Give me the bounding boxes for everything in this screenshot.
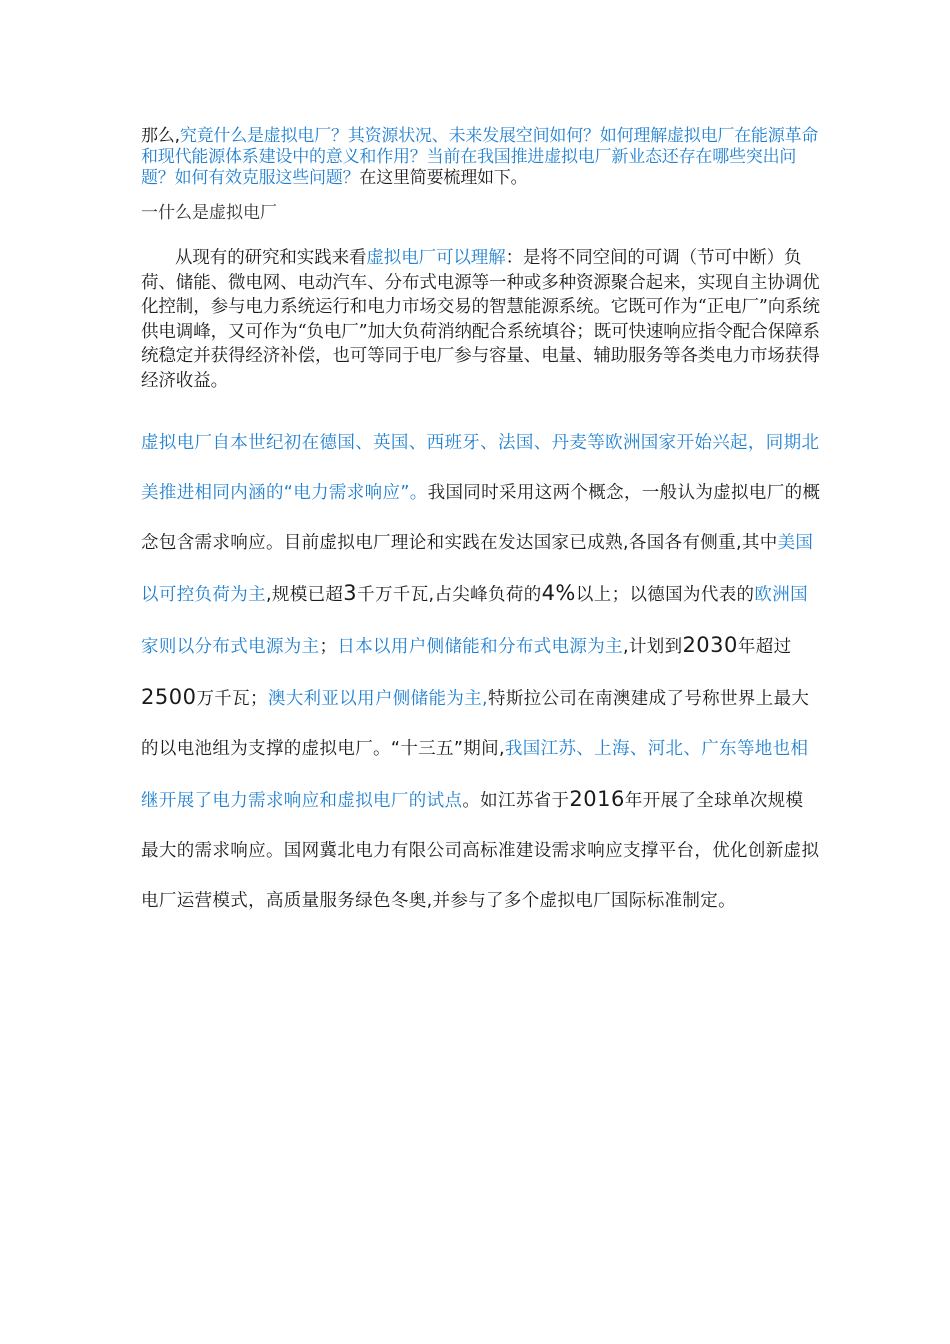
history-australia-highlight: 澳大利亚以用户侧储能为主,	[267, 689, 488, 709]
history-text: 特斯拉公司在南澳建成了号称世界上最大的以电池组为支撑的虚拟电厂。“十三五”期间,	[141, 689, 810, 759]
history-usa-highlight: 美国以可控负荷为主	[141, 533, 814, 605]
history-number: 2030	[682, 633, 738, 657]
history-number: 2500	[141, 685, 197, 709]
history-text: 年超过	[737, 637, 792, 657]
definition-paragraph	[141, 246, 821, 393]
history-europe-highlight: 虚拟电厂自本世纪初在德国、英国、西班牙、法国、丹麦等欧洲国家开始兴起，同期北美推进相同内涵的“电力需求响应”。	[141, 433, 820, 503]
intro-question-highlight: 究竟什么是虚拟电厂？其资源状况、未来发展空间如何？如何理解虚拟电厂在能源革命和现代能源体系建设中的意义和作用？当前在我国推进虚拟电厂新业态还存在哪些突出问题？如何有效克服这些问题？	[141, 126, 819, 188]
intro-lead: 那么,	[141, 126, 180, 146]
history-japan-highlight: 日本以用户侧储能和分布式电源为主	[337, 637, 623, 657]
history-text: ,计划到	[622, 637, 683, 657]
history-text: 我国同时采用这两个概念，一般认为虚拟电厂的概念包含需求响应。目前虚拟电厂理论和实践在发达国家已成熟,各国各有侧重,其中	[141, 483, 821, 553]
history-text: 以上；以德国为代表的	[575, 585, 755, 605]
history-text: ；	[319, 637, 338, 657]
history-text: 万千瓦；	[196, 689, 268, 709]
history-text: 千万千瓦,占尖峰负荷的	[357, 585, 542, 605]
intro-tail: 在这里简要梳理如下。	[359, 168, 528, 188]
definition-highlight: 虚拟电厂可以理解	[366, 248, 506, 268]
history-germany-highlight: 欧洲国家则以分布式电源为主	[141, 585, 808, 657]
history-paragraph	[141, 418, 821, 926]
history-china-highlight: 我国江苏、上海、河北、广东等地也相继开展了电力需求响应和虚拟电厂的试点	[141, 739, 809, 811]
history-text: ,规模已超	[265, 585, 344, 605]
section-heading: 一什么是虚拟电厂	[141, 203, 277, 223]
definition-body: ：是将不同空间的可调（节可中断）负荷、储能、微电网、电动汽车、分布式电源等一种或多种资源聚合起来，实现自主协调优化控制，参与电力系统运行和电力市场交易的智慧能源系统。它既可作为“正电厂”向系统供电调峰，又可作为“负电厂”加大负荷消纳配合系统填谷；既可快速响应指令配合保障系统稳定并获得经济补偿，也可等同于电厂参与容量、电量、辅助服务等各类电力市场获得经济收益。	[141, 248, 820, 391]
intro-paragraph	[141, 126, 821, 189]
definition-lead: 从现有的研究和实践来看	[175, 248, 367, 268]
history-text: 。如江苏省于	[462, 791, 570, 811]
history-number: 4%	[541, 581, 576, 605]
history-text: 年开展了全球单次规模最大的需求响应。国网冀北电力有限公司高标准建设需求响应支撑平台，优化创新虚拟电厂运营模式，高质量服务绿色冬奥,并参与了多个虚拟电厂国际标准制定。	[141, 791, 820, 911]
history-number: 3	[343, 581, 358, 605]
history-number: 2016	[569, 787, 625, 811]
